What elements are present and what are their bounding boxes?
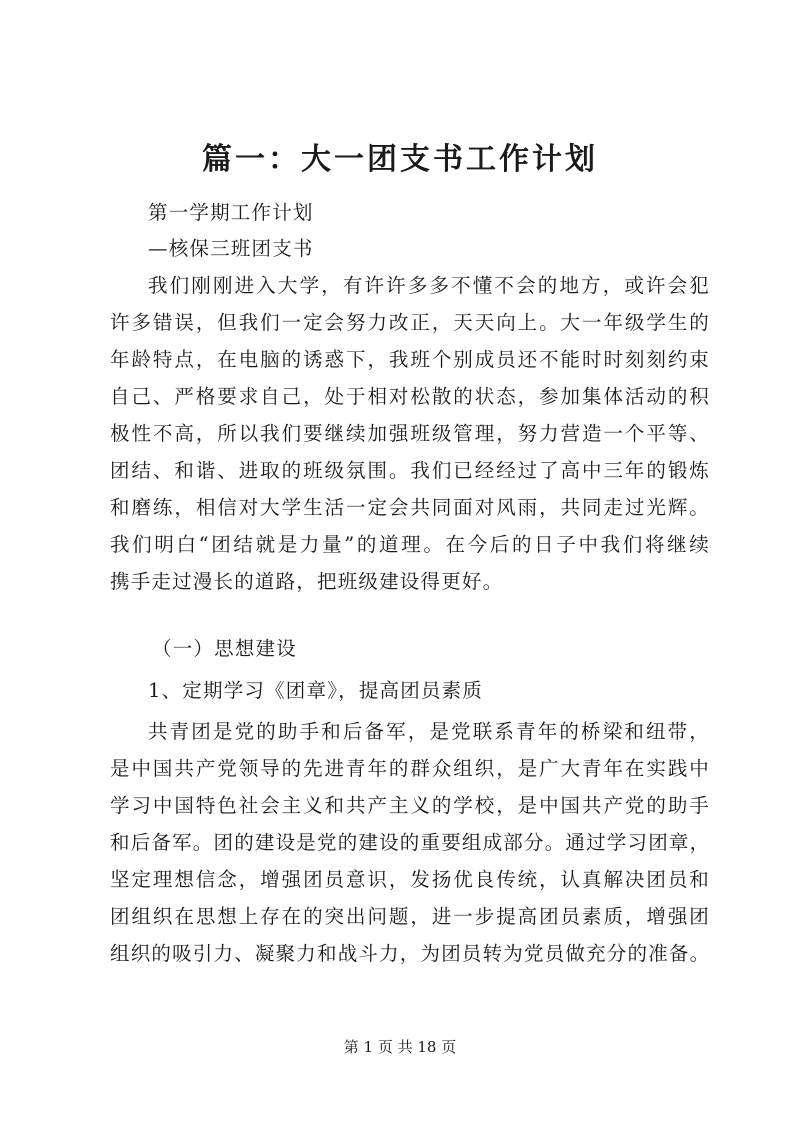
- paragraph-line: 共青团是党的助手和后备军，是党联系青年的桥梁和纽带，: [148, 720, 710, 743]
- paragraph-line: 和磨练，相信对大学生活一定会共同面对风雨，共同走过光辉。: [110, 496, 710, 519]
- document-title: 篇一：大一团支书工作计划: [202, 142, 598, 177]
- paragraph-line: 年龄特点，在电脑的诱惑下，我班个别成员还不能时时刻刻约束: [110, 348, 710, 371]
- paragraph-line: 组织的吸引力、凝聚力和战斗力，为团员转为党员做充分的准备。: [110, 942, 711, 965]
- item-heading: 1、定期学习《团章》，提高团员素质: [148, 679, 484, 702]
- paragraph-line: 我们明白“团结就是力量”的道理。在今后的日子中我们将继续: [110, 533, 710, 556]
- paragraph-line: 许多错误，但我们一定会努力改正，天天向上。大一年级学生的: [110, 311, 710, 334]
- paragraph-line: 坚定理想信念，增强团员意识，发扬优良传统，认真解决团员和: [110, 868, 710, 891]
- paragraph-line: 我们刚刚进入大学，有许许多多不懂不会的地方，或许会犯: [148, 274, 710, 297]
- paragraph-line: 携手走过漫长的道路，把班级建设得更好。: [110, 570, 504, 593]
- subtitle-author: —核保三班团支书: [148, 237, 314, 260]
- paragraph-line: 和后备军。团的建设是党的建设的重要组成部分。通过学习团章，: [110, 831, 711, 854]
- paragraph-line: 团结、和谐、进取的班级氛围。我们已经经过了高中三年的锻炼: [110, 459, 710, 482]
- paragraph-line: 自己、严格要求自己，处于相对松散的状态，参加集体活动的积: [110, 385, 710, 408]
- paragraph-line: 团组织在思想上存在的突出问题，进一步提高团员素质，增强团: [110, 905, 710, 928]
- page-number: 第 1 页 共 18 页: [343, 1038, 457, 1056]
- subtitle-plan: 第一学期工作计划: [148, 201, 314, 224]
- paragraph-line: 是中国共产党领导的先进青年的群众组织，是广大青年在实践中: [110, 757, 710, 780]
- section-heading: （一）思想建设: [152, 637, 297, 660]
- paragraph-line: 极性不高，所以我们要继续加强班级管理，努力营造一个平等、: [110, 422, 710, 445]
- paragraph-line: 学习中国特色社会主义和共产主义的学校，是中国共产党的助手: [110, 794, 710, 817]
